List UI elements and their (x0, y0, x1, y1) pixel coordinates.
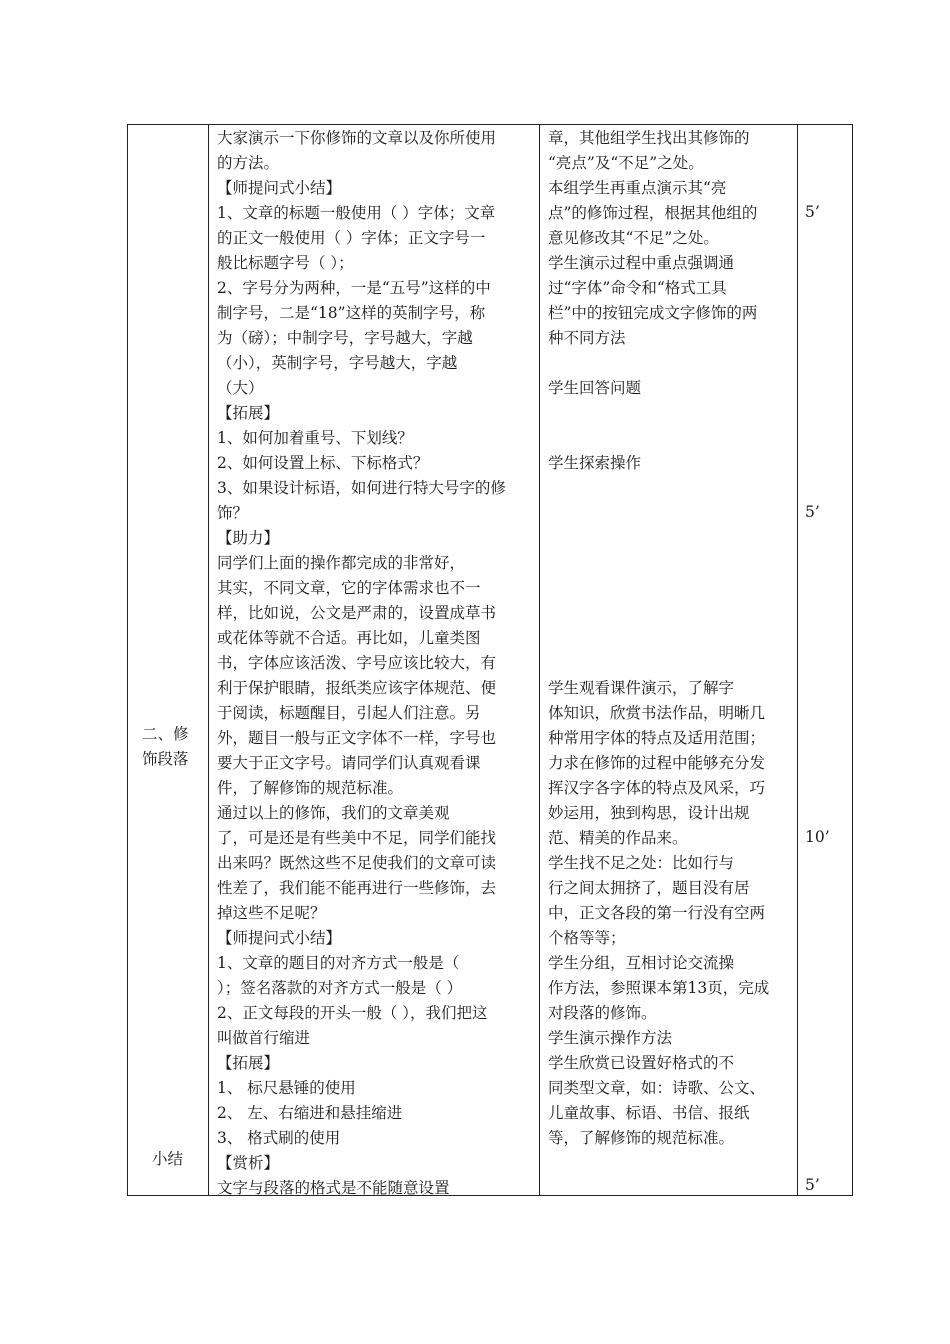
teacher-text-line: 出来吗？既然这些不足使我们的文章可读 (217, 854, 497, 872)
teacher-text-line: 3、 格式刷的使用 (217, 1129, 341, 1147)
teacher-text-line: 样，比如说，公文是严肃的，设置成草书 (217, 604, 497, 622)
time-value: 5’ (805, 1176, 820, 1194)
teacher-text-line: 般比标题字号（ ）； (217, 254, 354, 272)
student-text-line: 意见修改其“不足”之处。 (548, 229, 719, 247)
teacher-text-line: 性差了，我们能不能再进行一些修饰，去 (217, 879, 497, 897)
student-text-line: 种常用字体的特点及适用范围； (548, 729, 766, 747)
teacher-text-line: 为（磅）；中制字号，字号越大，字越 (217, 329, 473, 347)
student-text-line: 学生分组，互相讨论交流操 (548, 954, 735, 972)
student-text-line: 栏”中的按钮完成文字修饰的两 (548, 304, 758, 322)
student-text-line: 学生回答问题 (548, 379, 642, 397)
time-value: 10’ (805, 828, 830, 846)
teacher-text-line: 于阅读，标题醒目，引起人们注意。另 (217, 704, 481, 722)
teacher-text-line: 1、文章的题目的对齐方式一般是（ (217, 954, 460, 972)
student-text-line: 行之间太拥挤了，题目没有居 (548, 879, 750, 897)
teacher-text-line: 掉这些不足呢？ (217, 904, 326, 922)
teacher-text-line: 同学们上面的操作都完成的非常好， (217, 554, 466, 572)
student-text-line: 体知识，欣赏书法作品，明晰几 (548, 704, 766, 722)
teacher-text-line: 2、 左、右缩进和悬挂缩进 (217, 1104, 403, 1122)
teacher-text-line: 3、如果设计标语，如何进行特大号字的修 (217, 479, 506, 497)
teacher-text-line: 或花体等就不合适。再比如，儿童类图 (217, 629, 481, 647)
teacher-text-line: 其实，不同文章，它的字体需求也不一 (217, 579, 481, 597)
teacher-text-line: 书，字体应该活泼、字号应该比较大，有 (217, 654, 497, 672)
time-value: 5’ (805, 503, 820, 521)
student-text-line: 章，其他组学生找出其修饰的 (548, 129, 750, 147)
student-text-line: 学生演示过程中重点强调通 (548, 254, 735, 272)
student-text-line: 学生找不足之处：比如行与 (548, 854, 735, 872)
teacher-text-line: 了，可是还是有些美中不足，同学们能找 (217, 829, 497, 847)
student-text-line: 同类型文章，如：诗歌、公文、 (548, 1079, 766, 1097)
student-text-line: “亮点”及“不足”之处。 (548, 154, 704, 172)
student-text-line: 范、精美的作品来。 (548, 829, 688, 847)
student-text-line: 对段落的修饰。 (548, 1004, 657, 1022)
teacher-text-line: （小），英制字号，字号越大，字越 (217, 354, 458, 372)
student-text-line: 作方法，参照课本第13页，完成 (548, 979, 770, 997)
teacher-activity-column (208, 125, 539, 1195)
teacher-text-line: （大） (217, 379, 264, 397)
student-text-line: 学生演示操作方法 (548, 1029, 673, 1047)
teacher-text-line: 2、正文每段的开头一般（ ），我们把这 (217, 1004, 488, 1022)
teacher-text-line: ）；签名落款的对齐方式一般是（ ） (217, 979, 463, 997)
section-label: 饰段落 (142, 750, 189, 768)
teacher-text-line: 2、字号分为两种，一是“五号”这样的中 (217, 279, 491, 297)
teacher-text-line: 【拓展】 (217, 1054, 280, 1072)
teacher-text-line: 【师提问式小结】 (217, 929, 342, 947)
time-value: 5’ (805, 203, 820, 221)
student-text-line: 个格等等； (548, 929, 626, 947)
student-text-line: 挥汉字各字体的特点及风采，巧 (548, 779, 766, 797)
teacher-text-line: 文字与段落的格式是不能随意设置 (217, 1179, 450, 1197)
time-column (797, 125, 854, 1195)
student-text-line: 力求在修饰的过程中能够充分发 (548, 754, 766, 772)
teacher-text-line: 2、如何设置上标、下标格式？ (217, 454, 429, 472)
student-activity-column (539, 125, 797, 1195)
teacher-text-line: 【助力】 (217, 529, 280, 547)
teacher-text-line: 1、文章的标题一般使用（ ）字体；文章 (217, 204, 496, 222)
teacher-text-line: 【师提问式小结】 (217, 179, 342, 197)
teacher-text-line: 1、如何加着重号、下划线？ (217, 429, 413, 447)
student-text-line: 学生欣赏已设置好格式的不 (548, 1054, 735, 1072)
teacher-text-line: 【赏析】 (217, 1154, 280, 1172)
student-text-line: 本组学生再重点演示其“亮 (548, 179, 727, 197)
summary-label: 小结 (152, 1150, 184, 1168)
lesson-plan-table (127, 124, 853, 1196)
teacher-text-line: 的方法。 (217, 154, 280, 172)
student-text-line: 学生观看课件演示，了解字 (548, 679, 735, 697)
section-label: 二、修 (142, 725, 189, 743)
student-text-line: 妙运用，独到构思，设计出规 (548, 804, 750, 822)
teacher-text-line: 【拓展】 (217, 404, 280, 422)
teacher-text-line: 制字号，二是“18”这样的英制字号，称 (217, 304, 486, 322)
student-text-line: 儿童故事、标语、书信、报纸 (548, 1104, 750, 1122)
teacher-text-line: 饰？ (217, 504, 249, 522)
student-text-line: 点”的修饰过程，根据其他组的 (548, 204, 758, 222)
teacher-text-line: 的正文一般使用（ ）字体；正文字号一 (217, 229, 486, 247)
teacher-text-line: 要大于正文字号。请同学们认真观看课 (217, 754, 481, 772)
teacher-text-line: 外，题目一般与正文字体不一样，字号也 (217, 729, 497, 747)
student-text-line: 过“字体”命令和“格式工具 (548, 279, 727, 297)
teacher-text-line: 1、 标尺悬锤的使用 (217, 1079, 356, 1097)
teacher-text-line: 件，了解修饰的规范标准。 (217, 779, 404, 797)
teacher-text-line: 通过以上的修饰，我们的文章美观 (217, 804, 450, 822)
section-column (128, 125, 208, 1195)
student-text-line: 学生探索操作 (548, 454, 642, 472)
student-text-line: 种不同方法 (548, 329, 626, 347)
teacher-text-line: 大家演示一下你修饰的文章以及你所使用 (217, 129, 497, 147)
student-text-line: 中，正文各段的第一行没有空两 (548, 904, 766, 922)
teacher-text-line: 叫做首行缩进 (217, 1029, 311, 1047)
student-text-line: 等，了解修饰的规范标准。 (548, 1129, 735, 1147)
teacher-text-line: 利于保护眼睛，报纸类应该字体规范、便 (217, 679, 497, 697)
